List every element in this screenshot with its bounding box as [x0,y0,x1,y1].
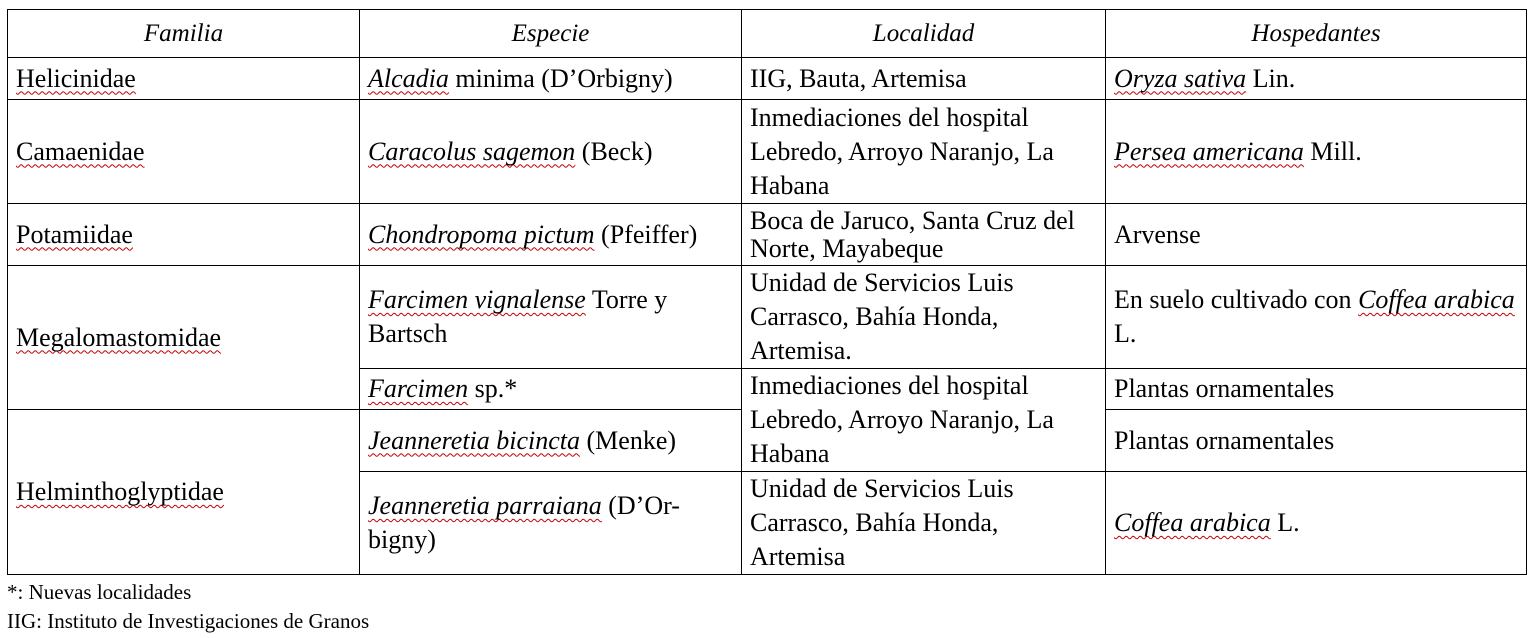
table-row [8,100,1527,204]
especie-rest: Torre y Bartsch [368,285,668,348]
especie-genus: Alcadia [368,63,449,93]
especie-genus: Jeanneretia parraiana [368,491,602,520]
host-species: Coffea arabica [1358,285,1515,314]
host-prefix: En suelo cultivado con [1114,285,1359,314]
familia-name: Potamiidae [16,219,133,249]
especie-genus: Farcimen [368,374,469,403]
localidad-cell: IIG, Bauta, Artemisa [742,58,1106,100]
host-author: Mill. [1303,136,1362,166]
table-row [8,266,1527,369]
hospedantes-cell: Plantas ornamentales [1106,410,1527,472]
familia-name: Helminthoglyptidae [16,477,224,506]
familia-name: Camaenidae [16,136,145,166]
host-species: Coffea arabica [1114,508,1271,537]
especie-rest: (Menke) [580,425,677,455]
especie-cell [360,410,742,472]
especie-rest: (Pfeiffer) [594,219,698,249]
especie-cell [360,266,742,369]
header-familia: Familia [8,10,360,58]
header-especie: Especie [360,10,742,58]
localidad-cell: Boca de Jaruco, Santa Cruz del Norte, Mayabeque [742,204,1106,266]
familia-cell [8,204,360,266]
header-localidad: Localidad [742,10,1106,58]
footnote-new-localities: *: Nuevas localidades [7,580,192,604]
familia-cell [8,100,360,204]
localidad-cell: Inmediaciones del hospital Lebredo, Arroyo Naranjo, La Habana [742,369,1106,472]
familia-cell [8,410,360,575]
table-row [8,204,1527,266]
header-row [8,10,1527,58]
hospedantes-cell: Arvense [1106,204,1527,266]
localidad-cell: Inmediaciones del hospital Lebredo, Arroyo Naranjo, La Habana [742,100,1106,204]
hospedantes-cell [1106,472,1527,575]
table-row [8,58,1527,100]
familia-name: Megalomastomidae [16,322,222,352]
host-author: Lin. [1246,63,1296,93]
hospedantes-cell: Plantas ornamentales [1106,369,1527,410]
species-table [7,9,1527,575]
especie-rest: minima (D’Orbigny) [448,63,673,93]
especie-cell [360,472,742,575]
footnote-iig: IIG: Instituto de Investigaciones de Granos [7,609,370,633]
table-footnotes [7,578,369,636]
especie-genus: Caracolus sagemon [368,136,576,166]
familia-name: Helicinidae [16,63,136,93]
host-species: Persea americana [1114,136,1304,166]
especie-cell [360,369,742,410]
hospedantes-cell [1106,266,1527,369]
especie-rest: sp.* [468,374,518,403]
especie-cell [360,58,742,100]
familia-cell [8,58,360,100]
localidad-cell: Unidad de Servicios Luis Carrasco, Bahía Honda, Artemisa [742,472,1106,575]
familia-cell [8,266,360,410]
hospedantes-cell [1106,100,1527,204]
header-hospedantes: Hospedantes [1106,10,1527,58]
host-author: L. [1270,508,1300,537]
especie-rest: (Beck) [575,136,653,166]
especie-genus: Farcimen vignalense [368,285,586,314]
localidad-cell: Unidad de Servicios Luis Carrasco, Bahía Honda, Artemisa. [742,266,1106,369]
especie-cell [360,100,742,204]
host-author: L. [1114,319,1137,348]
host-species: Oryza sativa [1114,63,1247,93]
hospedantes-cell [1106,58,1527,100]
especie-rest: (D’Or-bigny) [368,491,680,554]
especie-genus: Jeanneretia bicincta [368,425,581,455]
especie-cell [360,204,742,266]
especie-genus: Chondropoma pictum [368,219,595,249]
